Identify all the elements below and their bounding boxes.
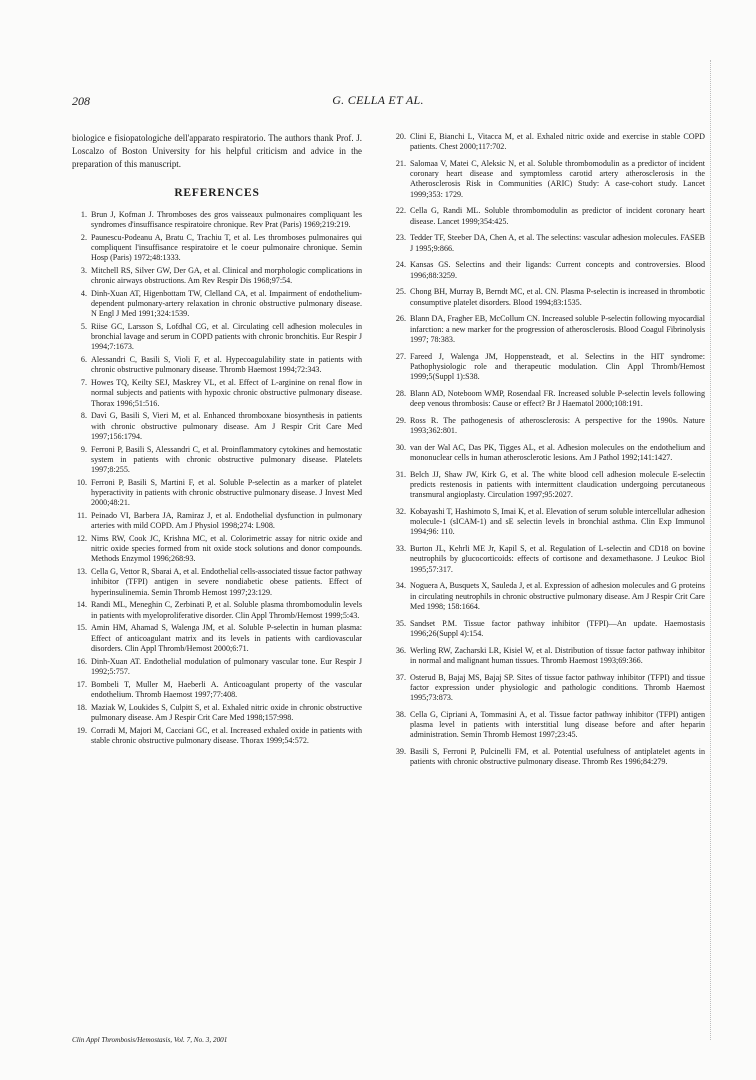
- reference-list-right: [391, 132, 705, 767]
- reference-text: Cella G, Vettor R, Sbarai A, et al. Endothelial cells-associated tissue factor pathway inhibitor (TFPI) antigen in severe nondiabetic obese patients. Effect of hyperinsulinemia. Semin Thromb Hemost 1997;23:129.: [91, 567, 362, 597]
- reference-text: van der Wal AC, Das PK, Tigges AL, et al. Adhesion molecules on the endothelium and mononuclear cells in human atherosclerotic lesions. Am J Pathol 1992;141:1427.: [410, 442, 705, 463]
- reference-item: [391, 710, 705, 741]
- reference-item: [391, 206, 705, 226]
- reference-text: Sandset P.M. Tissue factor pathway inhibitor (TFPI)—An update. Haemostasis 1996;26(Suppl 4):154.: [410, 618, 705, 638]
- reference-item: [391, 507, 705, 538]
- reference-number: 11.: [77, 511, 87, 521]
- reference-number: 1.: [80, 209, 87, 219]
- reference-text: Bombeli T, Muller M, Haeberli A. Anticoagulant property of the vascular endothelium. Thromb Haemost 1997;77:408.: [91, 679, 362, 699]
- reference-number: 26.: [395, 314, 406, 324]
- reference-text: Ferroni P, Basili S, Alessandri C, et al. Proinflammatory cytokines and hemostatic system in patients with chronic obstructive pulmonary disease. Platelets 1997;8:255.: [91, 444, 362, 475]
- reference-text: Peinado VI, Barbera JA, Ramiraz J, et al. Endothelial dysfunction in pulmonary arteries with mild COPD. Am J Physiol 1998;274: L908.: [91, 511, 362, 531]
- reference-number: 38.: [395, 709, 406, 719]
- reference-number: 14.: [76, 600, 87, 610]
- reference-item: [72, 511, 362, 531]
- reference-item: [72, 567, 362, 598]
- reference-item: [391, 673, 705, 704]
- reference-item: [391, 314, 705, 345]
- reference-item: [391, 544, 705, 575]
- reference-number: 31.: [395, 469, 406, 479]
- reference-number: 28.: [395, 388, 406, 398]
- reference-text: Maziak W, Loukides S, Culpitt S, et al. Exhaled nitric oxide in chronic obstructive pulmonary disease. Am J Respir Crit Care Med 1998;157:998.: [91, 702, 362, 722]
- reference-text: Dinh-Xuan AT. Endothelial modulation of pulmonary vascular tone. Eur Respir J 1992;5:757.: [91, 656, 362, 676]
- reference-item: [72, 445, 362, 476]
- reference-text: Clini E, Bianchi L, Vitacca M, et al. Exhaled nitric oxide and exercise in stable COPD patients. Chest 2000;117:702.: [410, 132, 705, 152]
- reference-number: 17.: [76, 679, 87, 689]
- reference-item: [72, 233, 362, 264]
- reference-number: 30.: [395, 442, 406, 452]
- reference-text: Ferroni P, Basili S, Martini F, et al. Soluble P-selectin as a marker of platelet hyperactivity in patients with chronic obstructive pulmonary disease. J Invest Med 2000;48:21.: [91, 477, 362, 508]
- right-column: [391, 132, 705, 774]
- reference-text: Belch JJ, Shaw JW, Kirk G, et al. The white blood cell adhesion molecule E-selectin predicts restenosis in patients with intermittent claudication undergoing percutaneous transmural angioplasty. Circulation 1997;95:2027.: [410, 469, 705, 500]
- reference-item: [72, 411, 362, 442]
- reference-item: [72, 289, 362, 320]
- reference-number: 2.: [80, 232, 87, 242]
- reference-text: Randi ML, Meneghin C, Zerbinati P, et al. Soluble plasma thrombomodulin levels in patients with myeloproliferative disorder. Clin Appl Thromb/Hemost 1999;5:43.: [91, 600, 362, 620]
- reference-item: [72, 534, 362, 565]
- reference-number: 29.: [395, 415, 406, 425]
- reference-item: [391, 233, 705, 253]
- reference-number: 25.: [395, 287, 406, 297]
- reference-item: [72, 210, 362, 230]
- reference-text: Alessandri C, Basili S, Violi F, et al. Hypecoagulability state in patients with chronic obstructive pulmonary disease. Thromb Haemost 1994;72:343.: [91, 355, 362, 375]
- reference-item: [391, 389, 705, 409]
- reference-item: [391, 260, 705, 280]
- reference-item: [391, 581, 705, 612]
- reference-text: Basili S, Ferroni P, Pulcinelli FM, et al. Potential usefulness of antiplatelet agents in patients with chronic obstructive pulmonary disease. Thromb Res 1996;84:279.: [410, 747, 705, 767]
- reference-number: 27.: [395, 351, 406, 361]
- reference-text: Burton JL, Kehrli ME Jr, Kapil S, et al. Regulation of L-selectin and CD18 on bovine neutrophils by glucocorticoids: effects of cortisone and dexamethasone. J Leukoc Biol 1995;57:317.: [410, 544, 705, 574]
- reference-number: 34.: [395, 581, 406, 591]
- acknowledgement-text: biologice e fisiopatologiche dell'apparato respiratorio. The authors thank Prof. J. Loscalzo of Boston University for his helpful criticism and advice in the preparation of this manuscript.: [72, 133, 362, 169]
- reference-text: Mitchell RS, Silver GW, Der GA, et al. Clinical and morphologic complications in chronic airways obstructions. Am Rev Respir Dis 1968;97:54.: [91, 265, 362, 285]
- reference-text: Cella G, Randi ML. Soluble thrombomodulin as predictor of incident coronary heart disease. Lancet 1999;354:425.: [410, 206, 705, 226]
- reference-number: 23.: [395, 233, 406, 243]
- reference-item: [72, 266, 362, 286]
- reference-text: Riise GC, Larsson S, Lofdhal CG, et al. Circulating cell adhesion molecules in bronchial lavage and serum in COPD patients with chronic bronchitis. Eur Respir J 1994;7:1673.: [91, 322, 362, 352]
- left-column: [72, 132, 362, 749]
- reference-text: Osterud B, Bajaj MS, Bajaj SP. Sites of tissue factor pathway inhibitor (TFPI) and tissue factor expression under physiologic and pathologic conditions. Thromb Haemost 1995;73:873.: [410, 672, 705, 703]
- reference-item: [72, 623, 362, 654]
- reference-number: 24.: [395, 260, 406, 270]
- reference-item: [391, 287, 705, 307]
- reference-text: Tedder TF, Steeber DA, Chen A, et al. The selectins: vascular adhesion molecules. FASEB J 1995;9:866.: [410, 233, 705, 253]
- reference-item: [72, 703, 362, 723]
- reference-number: 33.: [395, 544, 406, 554]
- reference-text: Howes TQ, Keilty SEJ, Maskrey VL, et al. Effect of L-arginine on renal flow in normal subjects and patients with hypoxic chronic obstructive pulmonary disease. Thorax 1996;51:516.: [91, 378, 362, 408]
- reference-item: [72, 355, 362, 375]
- reference-item: [72, 657, 362, 677]
- reference-item: [72, 726, 362, 746]
- journal-footer: Clin Appl Thrombosis/Hemostasis, Vol. 7, No. 3, 2001: [72, 1036, 228, 1044]
- reference-number: 5.: [80, 322, 87, 331]
- reference-number: 8.: [80, 411, 87, 421]
- reference-number: 32.: [395, 507, 406, 517]
- reference-number: 22.: [395, 206, 406, 216]
- reference-number: 7.: [80, 378, 87, 388]
- reference-text: Kansas GS. Selectins and their ligands: Current concepts and controversies. Blood 1996;88:3259.: [410, 260, 705, 280]
- reference-text: Paunescu-Podeanu A, Bratu C, Trachiu T, et al. Les thromboses pulmonaires qui compliquent l'insuffisance respiratoire et le coeur pulmonaire chronique. Semin Hosp (Paris) 1972;48:1333.: [91, 232, 362, 262]
- reference-text: Werling RW, Zacharski LR, Kisiel W, et al. Distribution of tissue factor pathway inhibitor in normal and malignant human tissues. Thromb Haemost 1993;69:366.: [410, 645, 705, 665]
- reference-text: Davì G, Basili S, Vieri M, et al. Enhanced thromboxane biosynthesis in patients with chronic obstructive pulmonary disease. Am J Respir Crit Care Med 1997;156:1794.: [91, 411, 362, 441]
- reference-number: 4.: [80, 288, 87, 298]
- reference-number: 18.: [76, 702, 87, 712]
- reference-text: Kobayashi T, Hashimoto S, Imai K, et al. Elevation of serum soluble intercellular adhesion molecule-1 (sICAM-1) and sE selectin levels in bronchial asthma. Clin Exp Immunol 1994;96: 110.: [410, 507, 705, 537]
- reference-text: Corradi M, Majori M, Cacciani GC, et al. Increased exhaled oxide in patients with stable chronic obstructive pulmonary disease. Thorax 1999;54:572.: [91, 725, 362, 745]
- reference-text: Amin HM, Ahamad S, Walenga JM, et al. Soluble P-selectin in human plasma: Effect of anticoagulant matrix and its levels in patients with cardiovascular disorders. Clin Appl Thromb/Hemost 2000;6:71.: [91, 623, 362, 653]
- reference-number: 37.: [395, 672, 406, 682]
- scan-edge-line: [710, 60, 712, 1040]
- reference-number: 15.: [76, 623, 87, 633]
- running-head: G. CELLA ET AL.: [332, 93, 424, 107]
- reference-text: Fareed J, Walenga JM, Hoppensteadt, et al. Selectins in the HIT syndrome: Pathophysiologic role and therapeutic modulation. Clin Appl Thromb/Hemost 1999;5(Suppl 1):S38.: [410, 351, 705, 382]
- reference-item: [391, 443, 705, 463]
- reference-number: 36.: [395, 645, 406, 655]
- reference-item: [391, 619, 705, 639]
- reference-text: Noguera A, Busquets X, Sauleda J, et al. Expression of adhesion molecules and G proteins in circulating neutrophils in chronic obstructive pulmonary disease. Am J Respir Crit Care Med 1998; 158:1664.: [410, 581, 705, 611]
- reference-item: [391, 132, 705, 152]
- reference-number: 16.: [76, 656, 87, 666]
- reference-item: [72, 600, 362, 620]
- reference-number: 9.: [80, 444, 87, 454]
- reference-text: Salomaa V, Matei C, Aleksic N, et al. Soluble thrombomodulin as a predictor of incident coronary heart disease and symptomless carotid artery atherosclerosis in the Atherosclerosis Risk in Communities (ARIC) Study: A case-cohort study. Lancet 1999;353: 1729.: [410, 159, 705, 199]
- reference-item: [72, 378, 362, 409]
- reference-item: [72, 478, 362, 509]
- page-number: 208: [72, 94, 90, 108]
- reference-list-left: [72, 210, 362, 746]
- reference-number: 13.: [76, 567, 87, 577]
- reference-number: 12.: [76, 534, 87, 544]
- reference-item: [391, 159, 705, 200]
- reference-number: 19.: [76, 725, 87, 735]
- reference-text: Blann AD, Noteboom WMP, Rosendaal FR. Increased soluble P-selectin levels following deep venous thrombosis: Cause or effect? Br J Haematol 2000;108:191.: [410, 388, 705, 409]
- reference-text: Chong BH, Murray B, Berndt MC, et al. CN. Plasma P-selectin is increased in thrombotic consumptive platelet disorders. Blood 1994;83:1535.: [410, 287, 705, 307]
- reference-item: [391, 416, 705, 436]
- reference-number: 6.: [80, 355, 87, 365]
- reference-text: Brun J, Kofman J. Thromboses des gros vaisseaux pulmonaires compliquant les syndromes d'insuffisance respiratoire chronique. Rev Prat (Paris) 1969;219:219.: [91, 209, 362, 229]
- references-heading: REFERENCES: [174, 187, 260, 200]
- reference-item: [72, 322, 362, 353]
- reference-number: 10.: [76, 477, 87, 487]
- reference-number: 21.: [395, 159, 406, 168]
- reference-text: Blann DA, Fragher EB, McCollum CN. Increased soluble P-selectin following myocardial infarction: a new marker for the progression of atherosclerosis. Blood Coagul Fibrinolysis 1997; 78:383.: [410, 314, 705, 344]
- reference-item: [391, 747, 705, 767]
- reference-text: Cella G, Cipriani A, Tommasini A, et al. Tissue factor pathway inhibitor (TFPI) antigen plasma level in patients with interstitial lung disease before and after heparin administration. Semin Thromb Hemost 1997;23:45.: [410, 709, 705, 740]
- reference-text: Dinh-Xuan AT, Higenbottam TW, Clelland CA, et al. Impairment of endothelium-dependent pulmonary-artery relaxation in chronic obstructive pulmonary disease. N Engl J Med 1991;324:1539.: [91, 288, 362, 319]
- reference-text: Ross R. The pathogenesis of atherosclerosis: A perspective for the 1990s. Nature 1993;362:801.: [410, 415, 705, 436]
- reference-item: [391, 352, 705, 383]
- reference-number: 3.: [80, 265, 87, 275]
- reference-number: 20.: [395, 132, 406, 141]
- reference-item: [72, 680, 362, 700]
- reference-item: [391, 470, 705, 501]
- reference-number: 39.: [395, 747, 406, 757]
- reference-text: Nims RW, Cook JC, Krishna MC, et al. Colorimetric assay for nitric oxide and nitric oxide species formed from nit oxide stock solutions and donor compounds. Methods Enzymol 1996;268:93.: [91, 534, 362, 564]
- reference-number: 35.: [395, 618, 406, 628]
- reference-item: [391, 646, 705, 666]
